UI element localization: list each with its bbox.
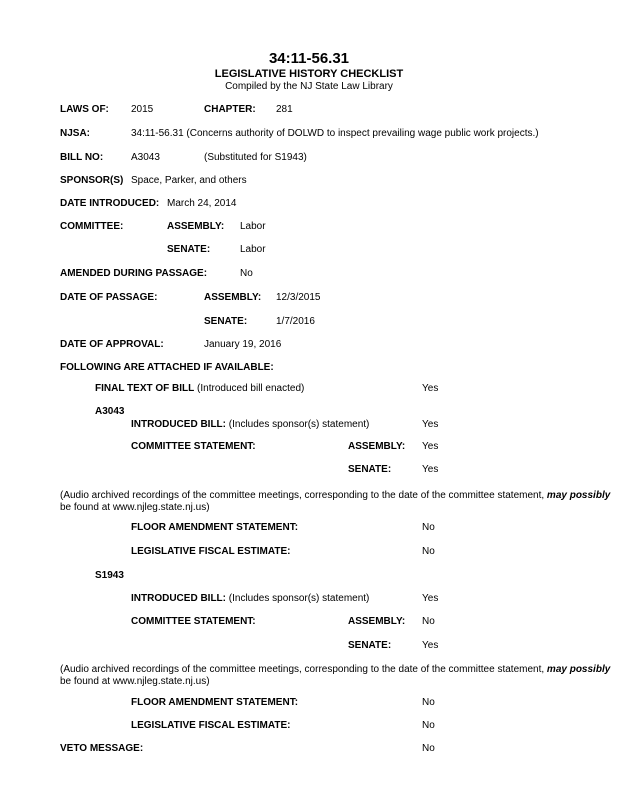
chapter-value: 281 [276,104,293,115]
s1943-senate-label: SENATE: [348,640,392,651]
s1943-floor-label: FLOOR AMENDMENT STATEMENT: [131,697,299,708]
committee-assembly-value: Labor [240,221,266,232]
passage-senate-label: SENATE: [204,316,248,327]
a3043-audio-note-text: (Audio archived recordings of the committee meetings, corresponding to the date of the committee statement, [60,490,545,501]
veto-label: VETO MESSAGE: [60,743,144,754]
njsa-value: 34:11-56.31 (Concerns authority of DOLWD to inspect prevailing wage public work projects.) [131,128,539,139]
chapter-label: CHAPTER: [204,104,256,115]
a3043-assembly-label: ASSEMBLY: [348,441,406,452]
passage-assembly-value: 12/3/2015 [276,292,321,303]
a3043-audio-note-2: be found at www.njleg.state.nj.us) [60,502,210,513]
a3043-assembly-value: Yes [422,441,439,452]
sponsors-value: Space, Parker, and others [131,175,247,186]
date-introduced-value: March 24, 2014 [167,198,237,209]
compiled-by: Compiled by the NJ State Law Library [225,81,393,92]
veto-value: No [422,743,435,754]
a3043-fiscal-value: No [422,546,435,557]
date-of-approval-value: January 19, 2016 [204,339,282,350]
passage-assembly-label: ASSEMBLY: [204,292,262,303]
date-of-passage-label: DATE OF PASSAGE: [60,292,158,303]
bill-no-value: A3043 [131,152,160,163]
s1943-fiscal-value: No [422,720,435,731]
final-text-value: Yes [422,383,439,394]
bill-no-label: BILL NO: [60,152,104,163]
s1943-assembly-label: ASSEMBLY: [348,616,406,627]
sponsors-label: SPONSOR(S) [60,175,124,186]
amended-value: No [240,268,253,279]
s1943-committee-label: COMMITTEE STATEMENT: [131,616,256,627]
final-text-row [95,383,304,395]
a3043-audio-emphasis: may possibly [546,490,611,501]
s1943-heading: S1943 [95,570,124,581]
committee-assembly-label: ASSEMBLY: [167,221,225,232]
final-text-note: (Introduced bill enacted) [197,383,305,394]
a3043-heading: A3043 [95,406,125,417]
s1943-introduced-row [131,593,369,605]
substituted-note: (Substituted for S1943) [204,152,307,163]
date-of-approval-label: DATE OF APPROVAL: [60,339,164,350]
committee-senate-value: Labor [240,244,266,255]
s1943-audio-note [60,664,610,676]
s1943-audio-emphasis: may possibly [546,664,611,675]
s1943-introduced-label: INTRODUCED BILL: [131,593,226,604]
a3043-committee-label: COMMITTEE STATEMENT: [131,441,256,452]
a3043-floor-value: No [422,522,435,533]
attached-heading: FOLLOWING ARE ATTACHED IF AVAILABLE: [60,362,274,373]
date-introduced-label: DATE INTRODUCED: [60,198,160,209]
njsa-label: NJSA: [60,128,91,139]
amended-label: AMENDED DURING PASSAGE: [60,268,208,279]
s1943-introduced-value: Yes [422,593,439,604]
a3043-fiscal-label: LEGISLATIVE FISCAL ESTIMATE: [131,546,291,557]
a3043-introduced-label: INTRODUCED BILL: [131,419,226,430]
a3043-audio-note [60,490,610,502]
a3043-senate-label: SENATE: [348,464,392,475]
final-text-label: FINAL TEXT OF BILL [95,383,195,394]
laws-of-value: 2015 [131,104,154,115]
s1943-senate-value: Yes [422,640,439,651]
a3043-introduced-note: (Includes sponsor(s) statement) [228,419,370,430]
a3043-introduced-row [131,419,369,431]
s1943-floor-value: No [422,697,435,708]
document-title: LEGISLATIVE HISTORY CHECKLIST [214,68,404,80]
passage-senate-value: 1/7/2016 [276,316,315,327]
s1943-fiscal-label: LEGISLATIVE FISCAL ESTIMATE: [131,720,291,731]
s1943-audio-note-2: be found at www.njleg.state.nj.us) [60,676,210,687]
s1943-audio-note-text: (Audio archived recordings of the committee meetings, corresponding to the date of the committee statement, [60,664,545,675]
committee-label: COMMITTEE: [60,221,124,232]
s1943-assembly-value: No [422,616,435,627]
a3043-senate-value: Yes [422,464,439,475]
s1943-introduced-note: (Includes sponsor(s) statement) [228,593,370,604]
committee-senate-label: SENATE: [167,244,211,255]
a3043-introduced-value: Yes [422,419,439,430]
statute-title: 34:11-56.31 [268,50,350,67]
laws-of-label: LAWS OF: [60,104,109,115]
a3043-floor-label: FLOOR AMENDMENT STATEMENT: [131,522,299,533]
